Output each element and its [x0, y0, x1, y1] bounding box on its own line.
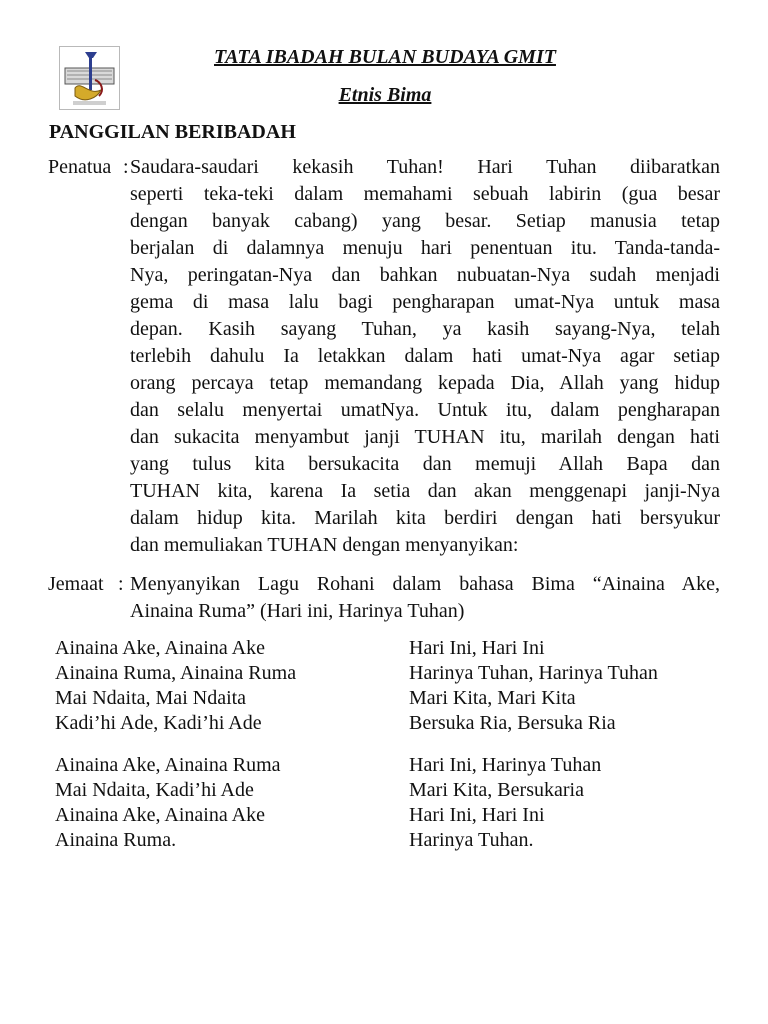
- lyric-line-bima: Ainaina Ake, Ainaina Ake: [55, 637, 265, 659]
- speaker-label-jemaat: Jemaat: [48, 573, 104, 595]
- gmit-emblem-icon: [59, 46, 120, 110]
- document-title: TATA IBADAH BULAN BUDAYA GMIT: [214, 46, 556, 68]
- lyric-line-bima: Ainaina Ruma.: [55, 829, 177, 851]
- penatua-line: dalam hidup kita. Marilah kita berdiri dengan hati bersyukur: [130, 507, 720, 529]
- penatua-line: terlebih dahulu Ia letakkan dalam hati umat-Nya agar setiap: [130, 345, 720, 367]
- lyric-line-bima: Mai Ndaita, Mai Ndaita: [55, 687, 247, 709]
- lyric-line-indonesian: Harinya Tuhan.: [409, 829, 534, 851]
- penatua-line: orang percaya tetap memandang kepada Dia, Allah yang hidup: [130, 372, 720, 394]
- penatua-line: Nya, peringatan-Nya dan bahkan nubuatan-Nya sudah menjadi: [130, 264, 720, 286]
- jemaat-line: Ainaina Ruma” (Hari ini, Harinya Tuhan): [130, 600, 465, 622]
- lyric-line-bima: Ainaina Ake, Ainaina Ake: [55, 804, 265, 826]
- penatua-line: dan selalu menyertai umatNya. Untuk itu, dalam pengharapan: [130, 399, 720, 421]
- lyric-line-indonesian: Hari Ini, Harinya Tuhan: [409, 754, 602, 776]
- penatua-line: depan. Kasih sayang Tuhan, ya kasih sayang-Nya, telah: [130, 318, 720, 340]
- document-subtitle: Etnis Bima: [338, 84, 432, 106]
- lyric-line-bima: Kadi’hi Ade, Kadi’hi Ade: [55, 712, 262, 734]
- lyric-line-bima: Ainaina Ruma, Ainaina Ruma: [55, 662, 297, 684]
- lyric-line-indonesian: Harinya Tuhan, Harinya Tuhan: [409, 662, 658, 684]
- lyric-line-indonesian: Bersuka Ria, Bersuka Ria: [409, 712, 616, 734]
- speaker-label-penatua: Penatua: [48, 156, 112, 178]
- penatua-line: dan memuliakan TUHAN dengan menyanyikan:: [130, 534, 519, 556]
- lyric-line-indonesian: Mari Kita, Mari Kita: [409, 687, 576, 709]
- lyric-line-indonesian: Hari Ini, Hari Ini: [409, 804, 545, 826]
- penatua-line: dengan banyak cabang) yang besar. Setiap manusia tetap: [130, 210, 720, 232]
- penatua-line: gema di masa lalu bagi pengharapan umat-Nya untuk masa: [130, 291, 720, 313]
- penatua-line: seperti teka-teki dalam memahami sebuah labirin (gua besar: [130, 183, 720, 205]
- speaker-separator: :: [118, 573, 124, 595]
- penatua-line: TUHAN kita, karena Ia setia dan akan menggenapi janji-Nya: [130, 480, 720, 502]
- lyric-line-bima: Ainaina Ake, Ainaina Ruma: [55, 754, 281, 776]
- jemaat-line: Menyanyikan Lagu Rohani dalam bahasa Bima “Ainaina Ake,: [130, 573, 720, 595]
- penatua-line: dan sukacita menyambut janji TUHAN itu, marilah dengan hati: [130, 426, 720, 448]
- lyric-line-bima: Mai Ndaita, Kadi’hi Ade: [55, 779, 254, 801]
- section-heading: PANGGILAN BERIBADAH: [49, 121, 296, 143]
- penatua-line: yang tulus kita bersukacita dan memuji Allah Bapa dan: [130, 453, 720, 475]
- penatua-line: berjalan di dalamnya menuju hari penentuan itu. Tanda-tanda-: [130, 237, 720, 259]
- penatua-line: Saudara-saudari kekasih Tuhan! Hari Tuhan diibaratkan: [130, 156, 720, 178]
- speaker-separator: :: [123, 156, 129, 178]
- lyric-line-indonesian: Hari Ini, Hari Ini: [409, 637, 545, 659]
- lyric-line-indonesian: Mari Kita, Bersukaria: [409, 779, 584, 801]
